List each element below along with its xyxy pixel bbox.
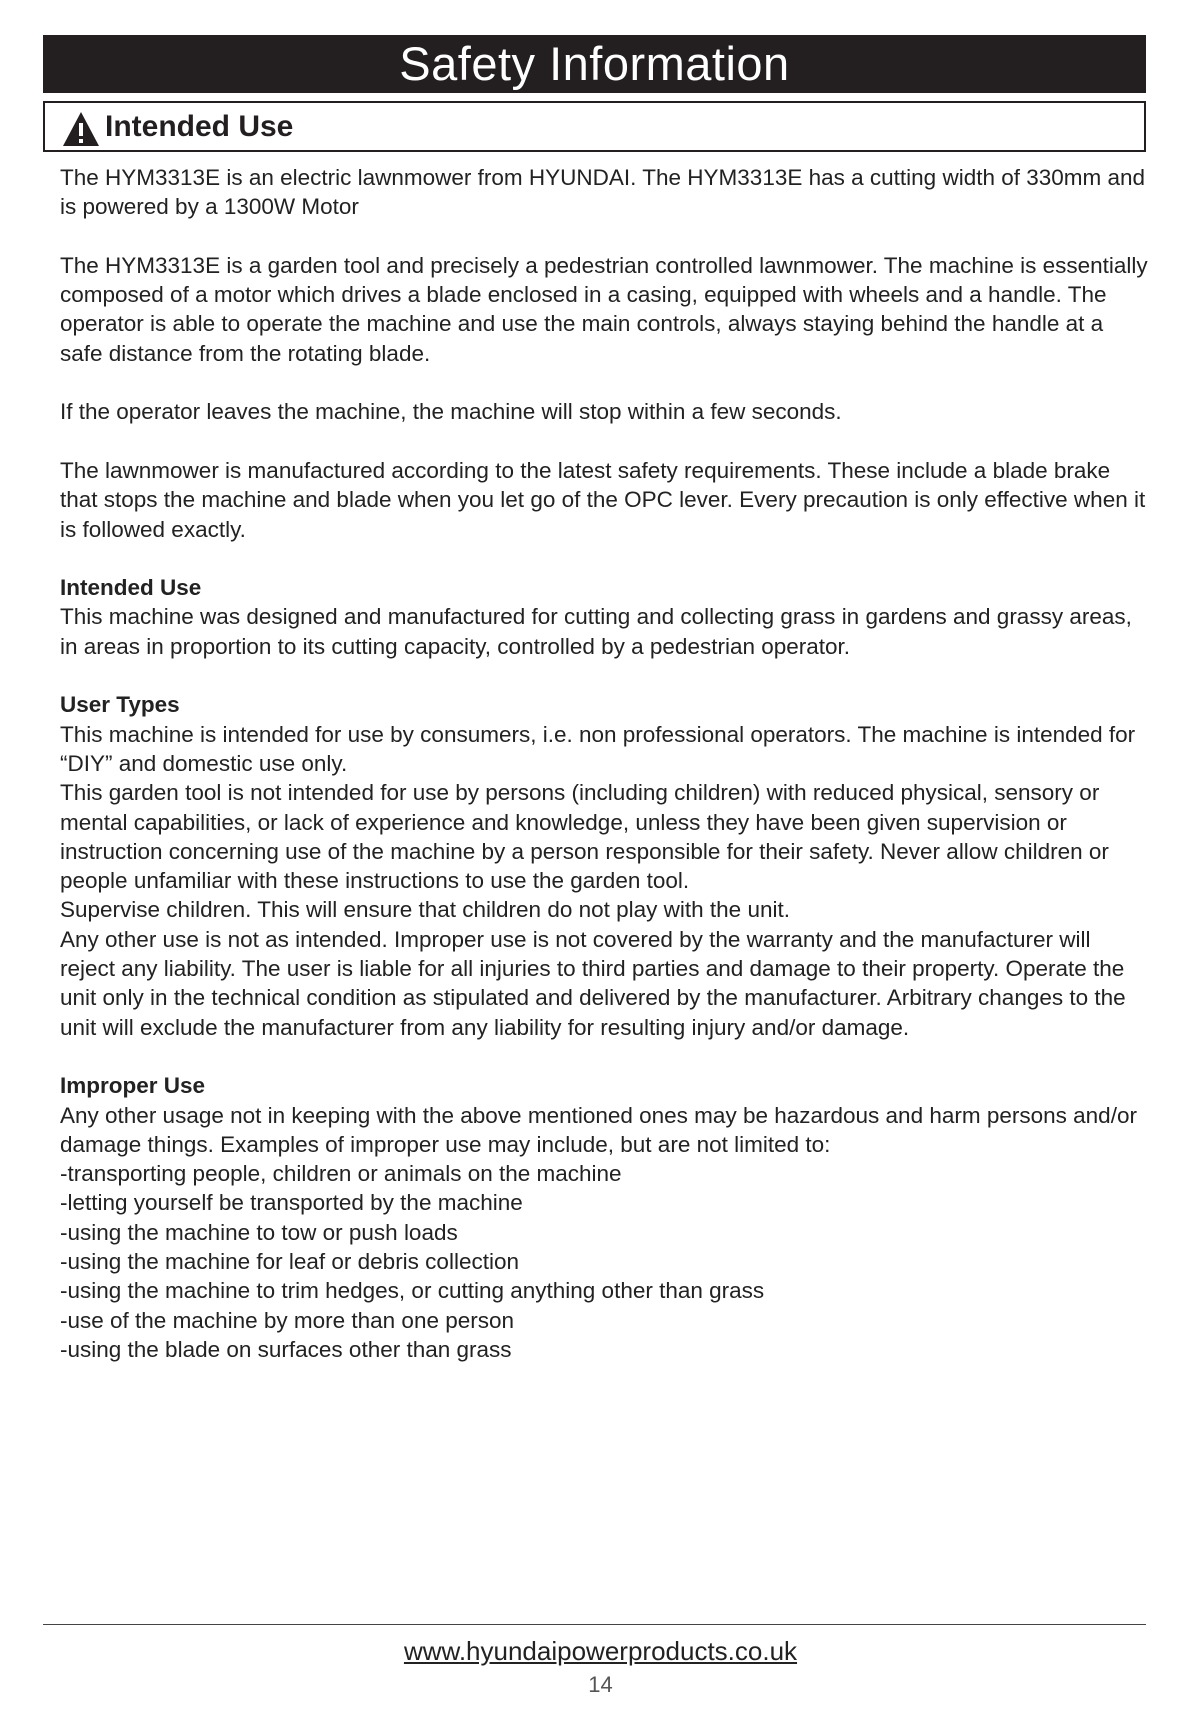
page-number: 14 xyxy=(588,1672,613,1697)
paragraph-safety-requirements: The lawnmower is manufactured according to the latest safety requirements. These include a blade brake that stops the machine and blade when you let go of the OPC lever. Every precaution is only effective when it is followed exactly. xyxy=(60,457,1146,542)
paragraph-overview: The HYM3313E is an electric lawnmower from HYUNDAI. The HYM3313E has a cutting width of 330mm and is powered by a 1300W Motor xyxy=(60,165,1146,220)
user-types-section xyxy=(60,690,1150,1042)
improper-use-section xyxy=(60,1071,1150,1364)
page-title: Safety Information xyxy=(399,37,790,90)
footer-divider xyxy=(43,1624,1146,1625)
improper-use-heading: Improper Use xyxy=(60,1073,206,1099)
user-types-line: Any other use is not as intended. Improper use is not covered by the warranty and the manufacturer will reject any liability. The user is liable for all injuries to third parties and damage to their property. Operate the unit only in the technical condition as stipulated and delivered by the manufacturer. Arbitrary changes to the unit will exclude the manufacturer from any liability for resulting injury and/or damage. xyxy=(60,926,1126,1040)
list-item: -using the machine to tow or push loads xyxy=(60,1219,458,1245)
intended-use-text: This machine was designed and manufactured for cutting and collecting grass in gardens and grassy areas, in areas in proportion to its cutting capacity, controlled by a pedestrian operator. xyxy=(60,604,1132,659)
improper-use-intro: Any other usage not in keeping with the above mentioned ones may be hazardous and harm persons and/or damage things. Examples of improper use may include, but are not limited to: xyxy=(60,1102,1137,1157)
list-item: -using the blade on surfaces other than grass xyxy=(60,1336,512,1362)
section-header xyxy=(43,101,1146,152)
intended-use-heading: Intended Use xyxy=(60,575,202,601)
intended-use-section xyxy=(60,573,1150,661)
paragraph-operator-leaves: If the operator leaves the machine, the machine will stop within a few seconds. xyxy=(60,399,842,425)
user-types-heading: User Types xyxy=(60,692,180,718)
page-title-bar xyxy=(43,35,1146,93)
warning-triangle-icon xyxy=(61,109,101,149)
user-types-line: Supervise children. This will ensure that children do not play with the unit. xyxy=(60,897,790,923)
footer-website-link[interactable]: www.hyundaipowerproducts.co.uk xyxy=(403,1636,798,1666)
list-item: -using the machine for leaf or debris collection xyxy=(60,1248,519,1274)
document-body xyxy=(60,163,1150,1393)
user-types-line: This machine is intended for use by consumers, i.e. non professional operators. The machine is intended for “DIY” and domestic use only. xyxy=(60,721,1136,776)
paragraph-description: The HYM3313E is a garden tool and precisely a pedestrian controlled lawnmower. The machine is essentially composed of a motor which drives a blade enclosed in a casing, equipped with wheels and a handle. The operator is able to operate the machine and use the main controls, always staying behind the handle at a safe distance from the rotating blade. xyxy=(60,252,1148,366)
list-item: -letting yourself be transported by the machine xyxy=(60,1190,523,1216)
list-item: -use of the machine by more than one person xyxy=(60,1307,515,1333)
section-title: Intended Use xyxy=(105,109,294,143)
list-item: -transporting people, children or animals on the machine xyxy=(60,1161,622,1187)
user-types-line: This garden tool is not intended for use by persons (including children) with reduced physical, sensory or mental capabilities, or lack of experience and knowledge, unless they have been given supervision or instruction concerning use of the machine by a person responsible for their safety. Never allow children or people unfamiliar with these instructions to use the garden tool. xyxy=(60,780,1109,894)
list-item: -using the machine to trim hedges, or cutting anything other than grass xyxy=(60,1278,765,1304)
